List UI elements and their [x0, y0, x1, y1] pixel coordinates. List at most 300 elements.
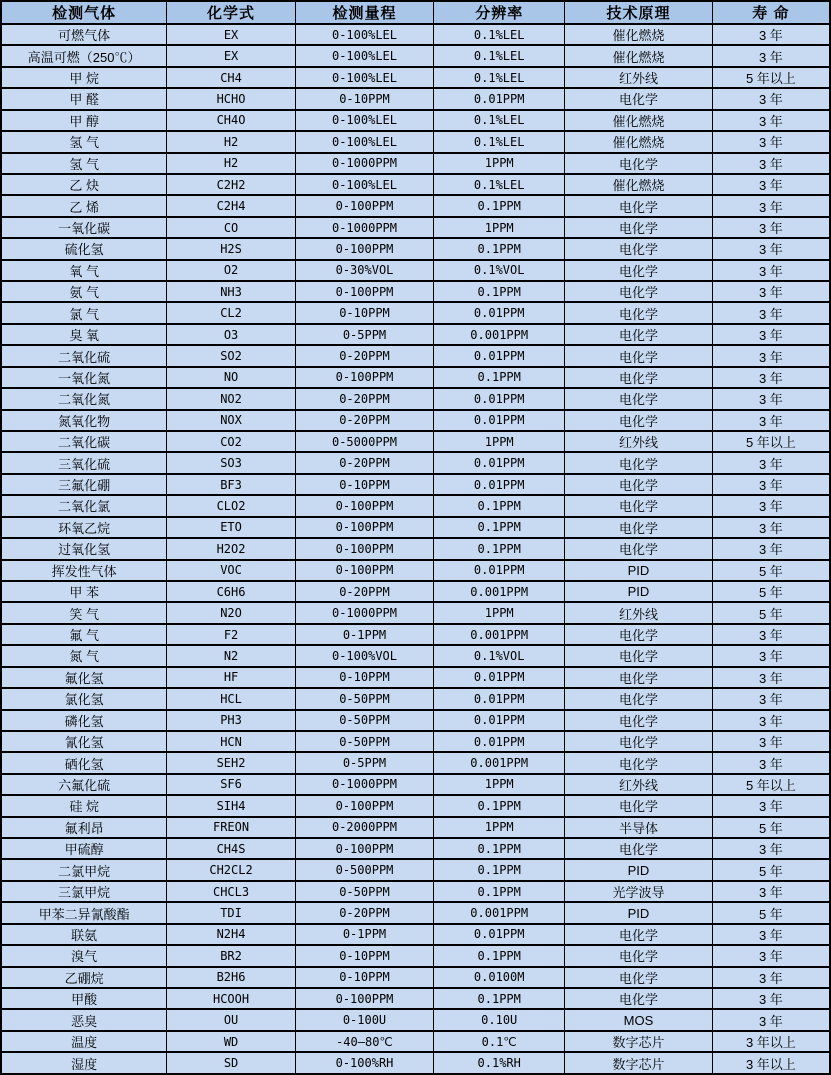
formula-cell: HF — [167, 667, 295, 688]
lifespan-cell: 5 年 — [712, 859, 830, 880]
resolution-cell: 0.001PPM — [434, 624, 565, 645]
lifespan-cell: 3 年 — [712, 1009, 830, 1030]
formula-cell: WD — [167, 1031, 295, 1052]
table-row — [1, 859, 830, 880]
resolution-cell: 0.1%LEL — [434, 174, 565, 195]
resolution-cell: 0.1℃ — [434, 1031, 565, 1052]
range-cell: 0-2000PPM — [295, 817, 433, 838]
lifespan-cell: 3 年 — [712, 45, 830, 66]
resolution-cell: 0.1PPM — [434, 281, 565, 302]
range-cell: 0-50PPM — [295, 688, 433, 709]
column-header-principle: 技术原理 — [565, 1, 713, 24]
range-cell: 0-5000PPM — [295, 431, 433, 452]
lifespan-cell: 5 年 — [712, 902, 830, 923]
principle-cell: 催化燃烧 — [565, 45, 713, 66]
resolution-cell: 0.01PPM — [434, 452, 565, 473]
lifespan-cell: 5 年以上 — [712, 67, 830, 88]
formula-cell: CH4S — [167, 838, 295, 859]
gas-name-cell: 乙 炔 — [1, 174, 167, 195]
gas-name-cell: 氧 气 — [1, 260, 167, 281]
gas-name-cell: 甲硫醇 — [1, 838, 167, 859]
range-cell: 0-100PPM — [295, 495, 433, 516]
range-cell: 0-100%LEL — [295, 131, 433, 152]
gas-name-cell: 环氧乙烷 — [1, 517, 167, 538]
table-row — [1, 838, 830, 859]
formula-cell: SO3 — [167, 452, 295, 473]
resolution-cell: 0.01PPM — [434, 560, 565, 581]
principle-cell: 电化学 — [565, 731, 713, 752]
range-cell: 0-10PPM — [295, 302, 433, 323]
principle-cell: 电化学 — [565, 688, 713, 709]
resolution-cell: 0.1PPM — [434, 238, 565, 259]
principle-cell: 电化学 — [565, 281, 713, 302]
principle-cell: 电化学 — [565, 795, 713, 816]
formula-cell: PH3 — [167, 710, 295, 731]
lifespan-cell: 5 年 — [712, 602, 830, 623]
lifespan-cell: 3 年 — [712, 217, 830, 238]
formula-cell: SO2 — [167, 345, 295, 366]
formula-cell: FREON — [167, 817, 295, 838]
lifespan-cell: 3 年 — [712, 688, 830, 709]
gas-name-cell: 高温可燃（250℃） — [1, 45, 167, 66]
formula-cell: HCL — [167, 688, 295, 709]
table-row — [1, 560, 830, 581]
formula-cell: F2 — [167, 624, 295, 645]
lifespan-cell: 3 年 — [712, 924, 830, 945]
lifespan-cell: 3 年 — [712, 731, 830, 752]
table-row — [1, 474, 830, 495]
principle-cell: 电化学 — [565, 153, 713, 174]
range-cell: 0-500PPM — [295, 859, 433, 880]
resolution-cell: 0.1PPM — [434, 795, 565, 816]
resolution-cell: 0.1PPM — [434, 881, 565, 902]
range-cell: 0-20PPM — [295, 581, 433, 602]
resolution-cell: 0.1%VOL — [434, 645, 565, 666]
table-row — [1, 752, 830, 773]
gas-name-cell: 甲酸 — [1, 988, 167, 1009]
formula-cell: B2H6 — [167, 967, 295, 988]
range-cell: 0-100PPM — [295, 238, 433, 259]
resolution-cell: 0.01PPM — [434, 388, 565, 409]
gas-name-cell: 笑 气 — [1, 602, 167, 623]
range-cell: 0-10PPM — [295, 667, 433, 688]
formula-cell: C2H2 — [167, 174, 295, 195]
table-row — [1, 902, 830, 923]
table-row — [1, 88, 830, 109]
formula-cell: EX — [167, 24, 295, 45]
table-row — [1, 988, 830, 1009]
resolution-cell: 0.1%LEL — [434, 110, 565, 131]
formula-cell: C6H6 — [167, 581, 295, 602]
principle-cell: 电化学 — [565, 410, 713, 431]
principle-cell: 电化学 — [565, 324, 713, 345]
gas-name-cell: 甲 醛 — [1, 88, 167, 109]
table-row — [1, 688, 830, 709]
resolution-cell: 0.01PPM — [434, 731, 565, 752]
lifespan-cell: 3 年 — [712, 452, 830, 473]
formula-cell: NO2 — [167, 388, 295, 409]
lifespan-cell: 3 年 — [712, 474, 830, 495]
lifespan-cell: 5 年 — [712, 581, 830, 602]
principle-cell: 电化学 — [565, 517, 713, 538]
gas-name-cell: 二氧化氯 — [1, 495, 167, 516]
resolution-cell: 0.1%RH — [434, 1052, 565, 1074]
gas-name-cell: 硒化氢 — [1, 752, 167, 773]
lifespan-cell: 3 年 — [712, 881, 830, 902]
range-cell: 0-1PPM — [295, 924, 433, 945]
range-cell: 0-100U — [295, 1009, 433, 1030]
gas-name-cell: 磷化氢 — [1, 710, 167, 731]
resolution-cell: 0.1%LEL — [434, 24, 565, 45]
formula-cell: ETO — [167, 517, 295, 538]
resolution-cell: 1PPM — [434, 431, 565, 452]
range-cell: 0-100%LEL — [295, 45, 433, 66]
resolution-cell: 0.01PPM — [434, 302, 565, 323]
principle-cell: 电化学 — [565, 217, 713, 238]
gas-name-cell: 温度 — [1, 1031, 167, 1052]
principle-cell: 电化学 — [565, 345, 713, 366]
gas-name-cell: 甲 醇 — [1, 110, 167, 131]
range-cell: 0-20PPM — [295, 902, 433, 923]
table-row — [1, 110, 830, 131]
principle-cell: 电化学 — [565, 88, 713, 109]
range-cell: 0-100PPM — [295, 988, 433, 1009]
gas-name-cell: 过氧化氢 — [1, 538, 167, 559]
lifespan-cell: 3 年 — [712, 131, 830, 152]
column-header-gas-name: 检测气体 — [1, 1, 167, 24]
gas-name-cell: 臭 氧 — [1, 324, 167, 345]
resolution-cell: 0.1PPM — [434, 988, 565, 1009]
range-cell: 0-5PPM — [295, 752, 433, 773]
range-cell: 0-1000PPM — [295, 774, 433, 795]
gas-name-cell: 挥发性气体 — [1, 560, 167, 581]
table-row — [1, 645, 830, 666]
principle-cell: 电化学 — [565, 302, 713, 323]
table-row — [1, 1031, 830, 1052]
range-cell: 0-100PPM — [295, 195, 433, 216]
table-row — [1, 967, 830, 988]
resolution-cell: 1PPM — [434, 602, 565, 623]
table-row — [1, 174, 830, 195]
lifespan-cell: 5 年 — [712, 560, 830, 581]
range-cell: 0-10PPM — [295, 967, 433, 988]
range-cell: 0-20PPM — [295, 345, 433, 366]
table-row — [1, 281, 830, 302]
principle-cell: 电化学 — [565, 924, 713, 945]
resolution-cell: 0.10U — [434, 1009, 565, 1030]
gas-name-cell: 甲 苯 — [1, 581, 167, 602]
gas-name-cell: 湿度 — [1, 1052, 167, 1074]
table-row — [1, 1009, 830, 1030]
table-row — [1, 710, 830, 731]
principle-cell: 催化燃烧 — [565, 174, 713, 195]
lifespan-cell: 3 年 — [712, 645, 830, 666]
table-row — [1, 45, 830, 66]
range-cell: -40—80℃ — [295, 1031, 433, 1052]
range-cell: 0-5PPM — [295, 324, 433, 345]
table-row — [1, 774, 830, 795]
resolution-cell: 0.001PPM — [434, 752, 565, 773]
gas-name-cell: 六氟化硫 — [1, 774, 167, 795]
table-row — [1, 302, 830, 323]
range-cell: 0-10PPM — [295, 474, 433, 495]
resolution-cell: 0.01PPM — [434, 667, 565, 688]
column-header-resolution: 分辨率 — [434, 1, 565, 24]
resolution-cell: 0.001PPM — [434, 324, 565, 345]
column-header-formula: 化学式 — [167, 1, 295, 24]
lifespan-cell: 3 年 — [712, 624, 830, 645]
lifespan-cell: 3 年 — [712, 410, 830, 431]
gas-name-cell: 硫化氢 — [1, 238, 167, 259]
table-body — [1, 24, 830, 1074]
range-cell: 0-100PPM — [295, 795, 433, 816]
lifespan-cell: 3 年 — [712, 24, 830, 45]
range-cell: 0-100%LEL — [295, 24, 433, 45]
table-row — [1, 217, 830, 238]
formula-cell: CL2 — [167, 302, 295, 323]
principle-cell: 数字芯片 — [565, 1052, 713, 1074]
gas-name-cell: 氢 气 — [1, 131, 167, 152]
formula-cell: CHCL3 — [167, 881, 295, 902]
principle-cell: PID — [565, 859, 713, 880]
gas-name-cell: 三氟化硼 — [1, 474, 167, 495]
principle-cell: 电化学 — [565, 367, 713, 388]
resolution-cell: 1PPM — [434, 217, 565, 238]
lifespan-cell: 3 年 — [712, 752, 830, 773]
formula-cell: BF3 — [167, 474, 295, 495]
lifespan-cell: 3 年 — [712, 795, 830, 816]
resolution-cell: 0.01PPM — [434, 345, 565, 366]
lifespan-cell: 3 年 — [712, 345, 830, 366]
gas-name-cell: 乙 烯 — [1, 195, 167, 216]
principle-cell: 电化学 — [565, 388, 713, 409]
gas-name-cell: 氟 气 — [1, 624, 167, 645]
table-row — [1, 881, 830, 902]
gas-name-cell: 三氯甲烷 — [1, 881, 167, 902]
gas-name-cell: 氨 气 — [1, 281, 167, 302]
formula-cell: HCHO — [167, 88, 295, 109]
formula-cell: SD — [167, 1052, 295, 1074]
formula-cell: HCOOH — [167, 988, 295, 1009]
resolution-cell: 0.1%LEL — [434, 67, 565, 88]
lifespan-cell: 3 年 — [712, 367, 830, 388]
range-cell: 0-10PPM — [295, 88, 433, 109]
range-cell: 0-1000PPM — [295, 153, 433, 174]
resolution-cell: 0.001PPM — [434, 581, 565, 602]
table-row — [1, 388, 830, 409]
gas-name-cell: 氯化氢 — [1, 688, 167, 709]
principle-cell: 电化学 — [565, 195, 713, 216]
table-row — [1, 495, 830, 516]
column-header-lifespan: 寿 命 — [712, 1, 830, 24]
lifespan-cell: 3 年 — [712, 174, 830, 195]
principle-cell: 电化学 — [565, 474, 713, 495]
principle-cell: PID — [565, 581, 713, 602]
formula-cell: H2O2 — [167, 538, 295, 559]
principle-cell: 电化学 — [565, 967, 713, 988]
principle-cell: 红外线 — [565, 774, 713, 795]
lifespan-cell: 3 年 — [712, 517, 830, 538]
principle-cell: 电化学 — [565, 667, 713, 688]
column-header-range: 检测量程 — [295, 1, 433, 24]
lifespan-cell: 5 年 — [712, 817, 830, 838]
table-row — [1, 924, 830, 945]
principle-cell: PID — [565, 560, 713, 581]
lifespan-cell: 3 年 — [712, 238, 830, 259]
resolution-cell: 0.1PPM — [434, 859, 565, 880]
lifespan-cell: 3 年以上 — [712, 1031, 830, 1052]
formula-cell: OU — [167, 1009, 295, 1030]
lifespan-cell: 3 年 — [712, 153, 830, 174]
header-row — [1, 1, 830, 24]
resolution-cell: 0.1PPM — [434, 367, 565, 388]
table-row — [1, 795, 830, 816]
table-row — [1, 538, 830, 559]
resolution-cell: 0.01PPM — [434, 88, 565, 109]
formula-cell: NO — [167, 367, 295, 388]
range-cell: 0-10PPM — [295, 945, 433, 966]
principle-cell: 红外线 — [565, 431, 713, 452]
lifespan-cell: 3 年 — [712, 495, 830, 516]
principle-cell: 电化学 — [565, 945, 713, 966]
range-cell: 0-100PPM — [295, 838, 433, 859]
table-row — [1, 260, 830, 281]
lifespan-cell: 3 年 — [712, 838, 830, 859]
gas-name-cell: 一氧化氮 — [1, 367, 167, 388]
resolution-cell: 0.001PPM — [434, 902, 565, 923]
formula-cell: NOX — [167, 410, 295, 431]
lifespan-cell: 3 年 — [712, 710, 830, 731]
range-cell: 0-20PPM — [295, 410, 433, 431]
resolution-cell: 1PPM — [434, 817, 565, 838]
range-cell: 0-100%LEL — [295, 174, 433, 195]
gas-name-cell: 乙硼烷 — [1, 967, 167, 988]
formula-cell: CH4 — [167, 67, 295, 88]
formula-cell: SEH2 — [167, 752, 295, 773]
range-cell: 0-100PPM — [295, 560, 433, 581]
range-cell: 0-50PPM — [295, 710, 433, 731]
formula-cell: N2O — [167, 602, 295, 623]
table-row — [1, 345, 830, 366]
formula-cell: C2H4 — [167, 195, 295, 216]
principle-cell: 红外线 — [565, 67, 713, 88]
lifespan-cell: 3 年 — [712, 281, 830, 302]
table-row — [1, 1052, 830, 1074]
gas-name-cell: 甲苯二异氰酸酯 — [1, 902, 167, 923]
formula-cell: H2S — [167, 238, 295, 259]
resolution-cell: 1PPM — [434, 153, 565, 174]
lifespan-cell: 3 年 — [712, 110, 830, 131]
gas-name-cell: 可燃气体 — [1, 24, 167, 45]
gas-name-cell: 联氨 — [1, 924, 167, 945]
lifespan-cell: 5 年以上 — [712, 431, 830, 452]
table-row — [1, 153, 830, 174]
lifespan-cell: 3 年 — [712, 324, 830, 345]
range-cell: 0-100%LEL — [295, 110, 433, 131]
table-row — [1, 667, 830, 688]
table-row — [1, 324, 830, 345]
lifespan-cell: 3 年 — [712, 988, 830, 1009]
resolution-cell: 0.01PPM — [434, 410, 565, 431]
formula-cell: CO — [167, 217, 295, 238]
principle-cell: 数字芯片 — [565, 1031, 713, 1052]
formula-cell: HCN — [167, 731, 295, 752]
table-row — [1, 195, 830, 216]
principle-cell: 红外线 — [565, 602, 713, 623]
gas-name-cell: 溴气 — [1, 945, 167, 966]
formula-cell: NH3 — [167, 281, 295, 302]
formula-cell: VOC — [167, 560, 295, 581]
gas-name-cell: 一氧化碳 — [1, 217, 167, 238]
resolution-cell: 0.1PPM — [434, 195, 565, 216]
table-row — [1, 624, 830, 645]
formula-cell: N2H4 — [167, 924, 295, 945]
resolution-cell: 0.01PPM — [434, 688, 565, 709]
gas-name-cell: 氯 气 — [1, 302, 167, 323]
resolution-cell: 0.1PPM — [434, 945, 565, 966]
formula-cell: SF6 — [167, 774, 295, 795]
resolution-cell: 0.1%VOL — [434, 260, 565, 281]
resolution-cell: 0.1PPM — [434, 495, 565, 516]
gas-name-cell: 三氧化硫 — [1, 452, 167, 473]
range-cell: 0-1000PPM — [295, 602, 433, 623]
resolution-cell: 1PPM — [434, 774, 565, 795]
table-row — [1, 731, 830, 752]
range-cell: 0-30%VOL — [295, 260, 433, 281]
formula-cell: CH2CL2 — [167, 859, 295, 880]
resolution-cell: 0.01PPM — [434, 474, 565, 495]
formula-cell: CLO2 — [167, 495, 295, 516]
lifespan-cell: 3 年 — [712, 388, 830, 409]
range-cell: 0-100PPM — [295, 517, 433, 538]
lifespan-cell: 5 年以上 — [712, 774, 830, 795]
range-cell: 0-1PPM — [295, 624, 433, 645]
principle-cell: 电化学 — [565, 710, 713, 731]
formula-cell: SIH4 — [167, 795, 295, 816]
principle-cell: 催化燃烧 — [565, 24, 713, 45]
lifespan-cell: 3 年 — [712, 302, 830, 323]
range-cell: 0-20PPM — [295, 452, 433, 473]
range-cell: 0-20PPM — [295, 388, 433, 409]
principle-cell: 电化学 — [565, 645, 713, 666]
range-cell: 0-100%LEL — [295, 67, 433, 88]
table-row — [1, 817, 830, 838]
table-row — [1, 517, 830, 538]
lifespan-cell: 3 年 — [712, 260, 830, 281]
formula-cell: H2 — [167, 153, 295, 174]
table-row — [1, 24, 830, 45]
resolution-cell: 0.01PPM — [434, 924, 565, 945]
resolution-cell: 0.0100M — [434, 967, 565, 988]
range-cell: 0-100PPM — [295, 367, 433, 388]
formula-cell: O3 — [167, 324, 295, 345]
lifespan-cell: 3 年 — [712, 667, 830, 688]
principle-cell: 电化学 — [565, 752, 713, 773]
gas-name-cell: 二氧化氮 — [1, 388, 167, 409]
principle-cell: 半导体 — [565, 817, 713, 838]
principle-cell: 电化学 — [565, 838, 713, 859]
principle-cell: MOS — [565, 1009, 713, 1030]
resolution-cell: 0.1%LEL — [434, 45, 565, 66]
gas-name-cell: 甲 烷 — [1, 67, 167, 88]
principle-cell: 电化学 — [565, 988, 713, 1009]
table-row — [1, 367, 830, 388]
resolution-cell: 0.1PPM — [434, 538, 565, 559]
formula-cell: H2 — [167, 131, 295, 152]
formula-cell: CO2 — [167, 431, 295, 452]
gas-name-cell: 硅 烷 — [1, 795, 167, 816]
range-cell: 0-50PPM — [295, 881, 433, 902]
